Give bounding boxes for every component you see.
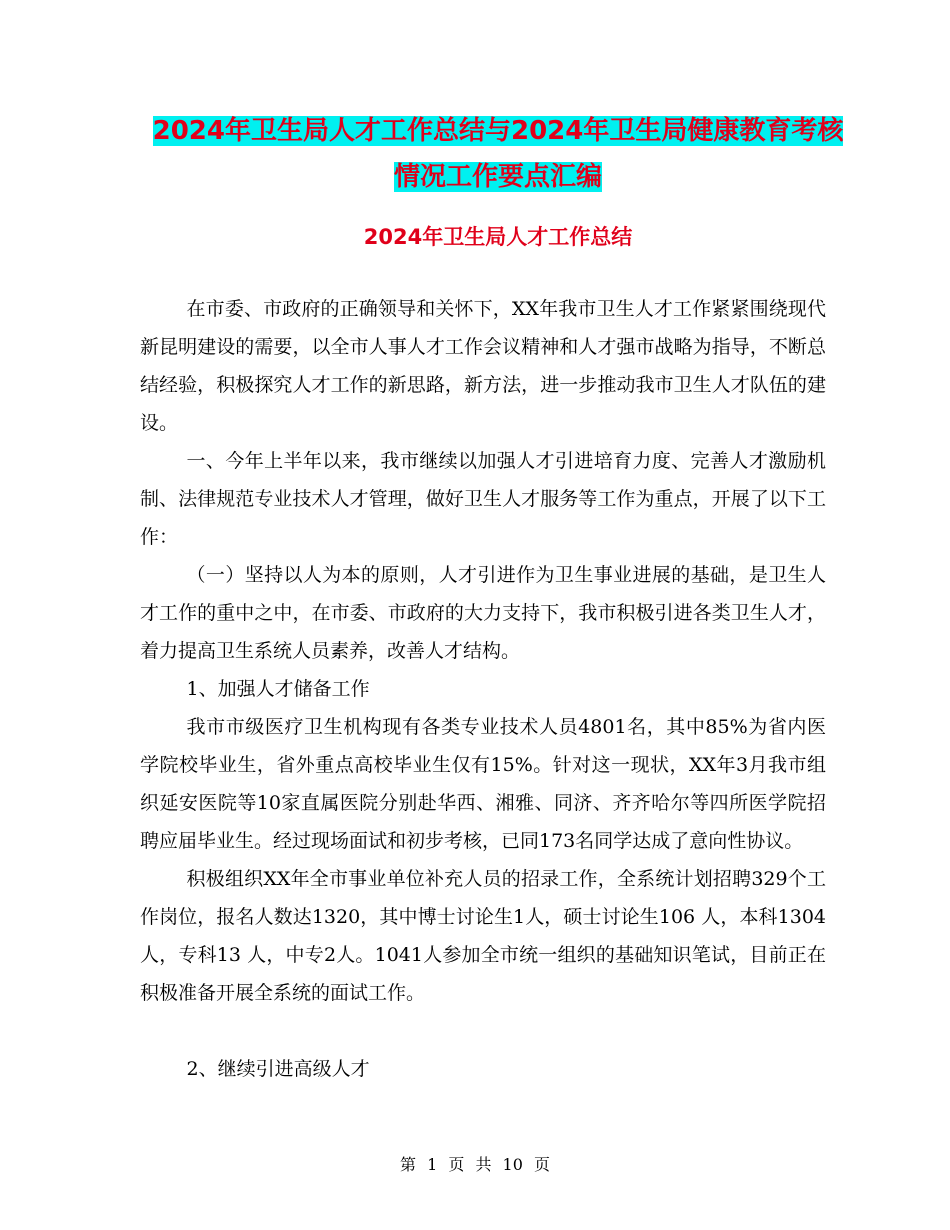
paragraph-heading-senior-talent: 2、继续引进高级人才 [186, 1058, 370, 1080]
paragraph-hiring: 积极组织XX年全市事业单位补充人员的招录工作，全系统计划招聘329个工作岗位，报名人数达1320，其中博士讨论生1人，硕士讨论生106 人，本科1304 人，专科13 人，中专2人。1041人参加全市统一组织的基础知识笔试，目前正在积极准备开展全系统的面试工作。 [140, 868, 826, 1004]
paragraph-subsection-one: （一）坚持以人为本的原则，人才引进作为卫生事业进展的基础，是卫生人才工作的重中之中，在市委、市政府的大力支持下，我市积极引进各类卫生人才，着力提高卫生系统人员素养，改善人才结构。 [140, 564, 826, 662]
paragraph-recruitment: 我市市级医疗卫生机构现有各类专业技术人员4801名，其中85%为省内医学院校毕业生，省外重点高校毕业生仅有15%。针对这一现状，XX年3月我市组织延安医院等10家直属医院分别赴华西、湘雅、同济、齐齐哈尔等四所医学院招聘应届毕业生。经过现场面试和初步考核，已同173名同学达成了意向性协议。 [140, 716, 826, 852]
document-title [140, 108, 856, 200]
document-title-highlight: 2024年卫生局人才工作总结与2024年卫生局健康教育考核情况工作要点汇编 [152, 116, 844, 192]
paragraph-intro: 在市委、市政府的正确领导和关怀下，XX年我市卫生人才工作紧紧围绕现代新昆明建设的需要，以全市人事人才工作会议精神和人才强市战略为指导，不断总结经验，积极探究人才工作的新思路，新方法，进一步推动我市卫生人才队伍的建设。 [140, 298, 826, 434]
paragraph-heading-talent-reserve: 1、加强人才储备工作 [186, 678, 370, 700]
section-title: 2024年卫生局人才工作总结 [363, 225, 633, 249]
page-footer: 第 1 页 共 10 页 [400, 1155, 550, 1174]
paragraph-part-one: 一、今年上半年以来，我市继续以加强人才引进培育力度、完善人才激励机制、法律规范专业技术人才管理，做好卫生人才服务等工作为重点，开展了以下工作： [140, 450, 826, 548]
document-body [140, 290, 826, 1088]
